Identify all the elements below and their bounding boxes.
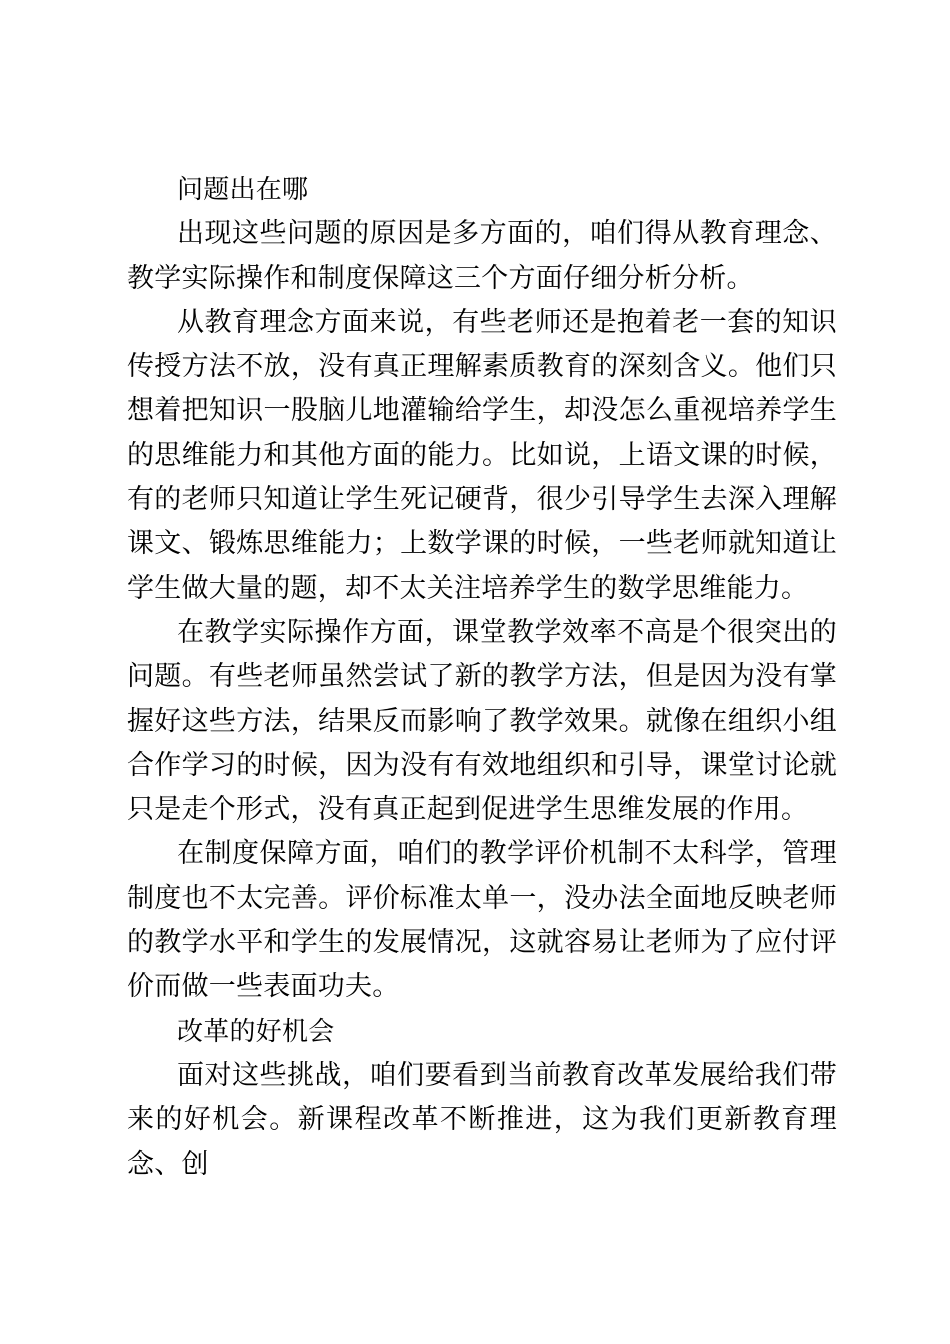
body-paragraph: 面对这些挑战，咱们要看到当前教育改革发展给我们带来的好机会。新课程改革不断推进，这为我们更新教育理念、创 [127,1059,837,1180]
body-paragraph: 在教学实际操作方面，课堂教学效率不高是个很突出的问题。有些老师虽然尝试了新的教学方法，但是因为没有掌握好这些方法，结果反而影响了教学效果。就像在组织小组合作学习的时候，因为没有有效地组织和引导，课堂讨论就只是走个形式，没有真正起到促进学生思维发展的作用。 [127,616,837,826]
body-paragraph: 从教育理念方面来说，有些老师还是抱着老一套的知识传授方法不放，没有真正理解素质教育的深刻含义。他们只想着把知识一股脑儿地灌输给学生，却没怎么重视培养学生的思维能力和其他方面的能力。比如说，上语文课的时候，有的老师只知道让学生死记硬背，很少引导学生去深入理解课文、锻炼思维能力；上数学课的时候，一些老师就知道让学生做大量的题，却不太关注培养学生的数学思维能力。 [127,306,837,604]
section-heading: 改革的好机会 [177,1016,335,1047]
document-body [127,168,837,1187]
body-paragraph: 在制度保障方面，咱们的教学评价机制不太科学，管理制度也不太完善。评价标准太单一，没办法全面地反映老师的教学水平和学生的发展情况，这就容易让老师为了应付评价而做一些表面功夫。 [127,838,837,1003]
section-heading: 问题出在哪 [177,175,309,205]
body-paragraph: 出现这些问题的原因是多方面的，咱们得从教育理念、教学实际操作和制度保障这三个方面仔细分析分析。 [127,218,837,294]
